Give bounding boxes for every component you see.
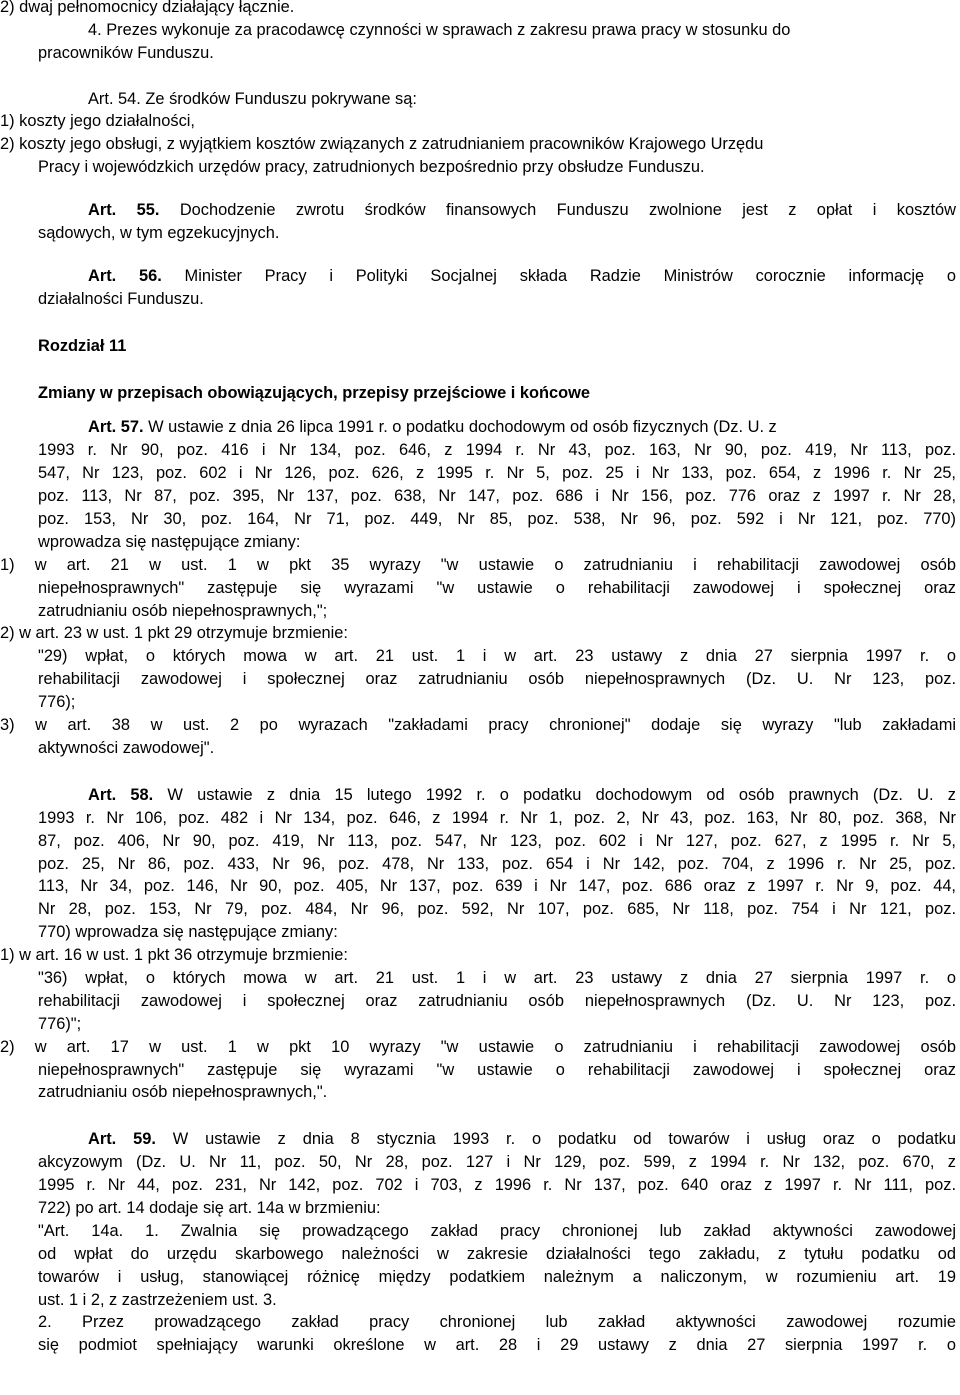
text-line: 776)";: [38, 1014, 82, 1033]
article-54: [0, 88, 960, 111]
article-label: Art. 55.: [88, 201, 160, 220]
text-line: zatrudnianiu osób niepełnosprawnych,";: [38, 601, 328, 620]
text-line: aktywności zawodowej".: [38, 738, 215, 757]
text-line: 1) koszty jego działalności,: [0, 112, 195, 131]
text-line: ust. 1 i 2, z zastrzeżeniem ust. 3.: [38, 1290, 277, 1309]
text-line: się podmiot spełniający warunki określone w art. 28 i 29 ustawy z dnia 27 sierpnia 1997 r. o: [38, 1336, 956, 1355]
text-line: pracowników Funduszu.: [38, 43, 214, 62]
text-line: poz. 25, Nr 86, poz. 433, Nr 96, poz. 478, Nr 133, poz. 654 i Nr 142, poz. 704, z 1996 r. Nr 25, poz.: [38, 854, 956, 873]
list-item: 2) w art. 17 w ust. 1 w pkt 10 wyrazy "w ustawie o zatrudnianiu i rehabilitacji zawodowej osób: [0, 1037, 956, 1056]
text-line: 113, Nr 34, poz. 146, Nr 90, poz. 405, Nr 137, poz. 639 i Nr 147, poz. 686 oraz z 1997 r. Nr 9, poz. 44,: [38, 877, 956, 896]
article-label: Art. 57.: [88, 418, 144, 437]
text-line: 1995 r. Nr 44, poz. 231, Nr 142, poz. 702 i 703, z 1996 r. Nr 137, poz. 640 oraz z 1997 r. Nr 111, poz.: [38, 1176, 956, 1195]
text-line: poz. 153, Nr 30, poz. 164, Nr 71, poz. 449, Nr 85, poz. 538, Nr 96, poz. 592 i Nr 121, poz. 770): [38, 510, 956, 529]
article-label: Art. 54.: [88, 89, 141, 108]
text-line: Pracy i wojewódzkich urzędów pracy, zatrudnionych bezpośrednio przy obsłudze Funduszu.: [38, 158, 705, 177]
chapter-title: Zmiany w przepisach obowiązujących, przepisy przejściowe i końcowe: [38, 383, 590, 402]
text-line: "29) wpłat, o których mowa w art. 21 ust. 1 i w art. 23 ustawy z dnia 27 sierpnia 1997 r. o: [38, 647, 956, 666]
chapter-number: Rozdział 11: [38, 336, 127, 355]
article-label: Art. 58.: [88, 785, 154, 804]
text-line: 87, poz. 406, Nr 90, poz. 419, Nr 113, poz. 547, Nr 123, poz. 602 i Nr 127, poz. 627, z 1995 r. Nr 5,: [38, 831, 956, 850]
text-line: rehabilitacji zawodowej i społecznej oraz zatrudnianiu osób niepełnosprawnych (Dz. U. Nr 123, poz.: [38, 991, 956, 1010]
article-text: Dochodzenie zwrotu środków finansowych Funduszu zwolnione jest z opłat i kosztów: [159, 201, 956, 220]
article-label: Art. 56.: [88, 266, 162, 285]
text-line: sądowych, w tym egzekucyjnych.: [38, 224, 280, 243]
article-text: Ze środków Funduszu pokrywane są:: [140, 89, 417, 108]
text-line: 2) dwaj pełnomocnicy działający łącznie.: [0, 0, 295, 16]
text-line: od wpłat do urzędu skarbowego należności w zakresie działalności tego zakładu, z tytułu podatku od: [38, 1244, 956, 1263]
text-line: zatrudnianiu osób niepełnosprawnych,".: [38, 1083, 328, 1102]
article-57: [0, 416, 960, 439]
article-59: [0, 1128, 956, 1151]
text-line: 547, Nr 123, poz. 602 i Nr 126, poz. 626, z 1995 r. Nr 5, poz. 25 i Nr 133, poz. 654, z 1996 r. Nr 25,: [38, 464, 956, 483]
text-line: wprowadza się następujące zmiany:: [38, 532, 301, 551]
text-line: niepełnosprawnych" zastępuje się wyrazami "w ustawie o rehabilitacji zawodowej i społecznej oraz: [38, 1060, 956, 1079]
article-56: [0, 265, 956, 288]
list-item: 1) w art. 16 w ust. 1 pkt 36 otrzymuje brzmienie:: [0, 946, 348, 965]
article-text: W ustawie z dnia 26 lipca 1991 r. o podatku dochodowym od osób fizycznych (Dz. U. z: [143, 418, 777, 437]
text-line: niepełnosprawnych" zastępuje się wyrazami "w ustawie o rehabilitacji zawodowej i społecznej oraz: [38, 578, 956, 597]
text-line: poz. 113, Nr 87, poz. 395, Nr 137, poz. 638, Nr 147, poz. 686 i Nr 156, poz. 776 oraz z 1997 r. Nr 28,: [38, 487, 956, 506]
text-line: 770) wprowadza się następujące zmiany:: [38, 923, 338, 942]
text-line: działalności Funduszu.: [38, 289, 204, 308]
text-line: 722) po art. 14 dodaje się art. 14a w brzmieniu:: [38, 1198, 381, 1217]
list-item: 1) w art. 21 w ust. 1 w pkt 35 wyrazy "w ustawie o zatrudnianiu i rehabilitacji zawodowej osób: [0, 555, 956, 574]
text-line: "36) wpłat, o których mowa w art. 21 ust. 1 i w art. 23 ustawy z dnia 27 sierpnia 1997 r. o: [38, 968, 956, 987]
article-58: [0, 784, 956, 807]
list-item: 2) w art. 23 w ust. 1 pkt 29 otrzymuje brzmienie:: [0, 624, 348, 643]
text-line: 2) koszty jego obsługi, z wyjątkiem kosztów związanych z zatrudnianiem pracowników Krajowego Urzędu: [0, 135, 764, 154]
text-line: 1993 r. Nr 106, poz. 482 i Nr 134, poz. 646, z 1994 r. Nr 1, poz. 2, Nr 43, poz. 163, Nr 80, poz. 368, Nr: [38, 808, 956, 827]
text-line: 2. Przez prowadzącego zakład pracy chronionej lub zakład aktywności zawodowej rozumie: [38, 1313, 956, 1332]
text-line: 1993 r. Nr 90, poz. 416 i Nr 134, poz. 646, z 1994 r. Nr 43, poz. 163, Nr 90, poz. 419, Nr 113, poz.: [38, 441, 956, 460]
text-line: towarów i usług, stanowiącej różnicę między podatkiem należnym a naliczonym, w rozumieniu art. 19: [38, 1267, 956, 1286]
text-line: rehabilitacji zawodowej i społecznej oraz zatrudnianiu osób niepełnosprawnych (Dz. U. Nr 123, poz.: [38, 670, 956, 689]
text-line: "Art. 14a. 1. Zwalnia się prowadzącego zakład pracy chronionej lub zakład aktywności zawodowej: [38, 1221, 956, 1240]
article-55: [0, 199, 956, 222]
article-label: Art. 59.: [88, 1130, 156, 1149]
article-text: W ustawie z dnia 15 lutego 1992 r. o podatku dochodowym od osób prawnych (Dz. U. z: [153, 785, 956, 804]
text-line: Nr 28, poz. 153, Nr 79, poz. 484, Nr 96, poz. 592, Nr 107, poz. 685, Nr 118, poz. 754 i Nr 121, poz.: [38, 900, 956, 919]
text-line: 4. Prezes wykonuje za pracodawcę czynności w sprawach z zakresu prawa pracy w stosunku do: [88, 20, 791, 39]
article-text: W ustawie z dnia 8 stycznia 1993 r. o podatku od towarów i usług oraz o podatku: [155, 1130, 956, 1149]
article-text: Minister Pracy i Polityki Socjalnej składa Radzie Ministrów corocznie informację o: [161, 266, 956, 285]
text-line: 776);: [38, 693, 76, 712]
list-item: 3) w art. 38 w ust. 2 po wyrazach "zakładami pracy chronionej" dodaje się wyrazy "lub zakładami: [0, 716, 956, 735]
text-line: akcyzowym (Dz. U. Nr 11, poz. 50, Nr 28, poz. 127 i Nr 129, poz. 599, z 1994 r. Nr 132, poz. 670, z: [38, 1153, 956, 1172]
